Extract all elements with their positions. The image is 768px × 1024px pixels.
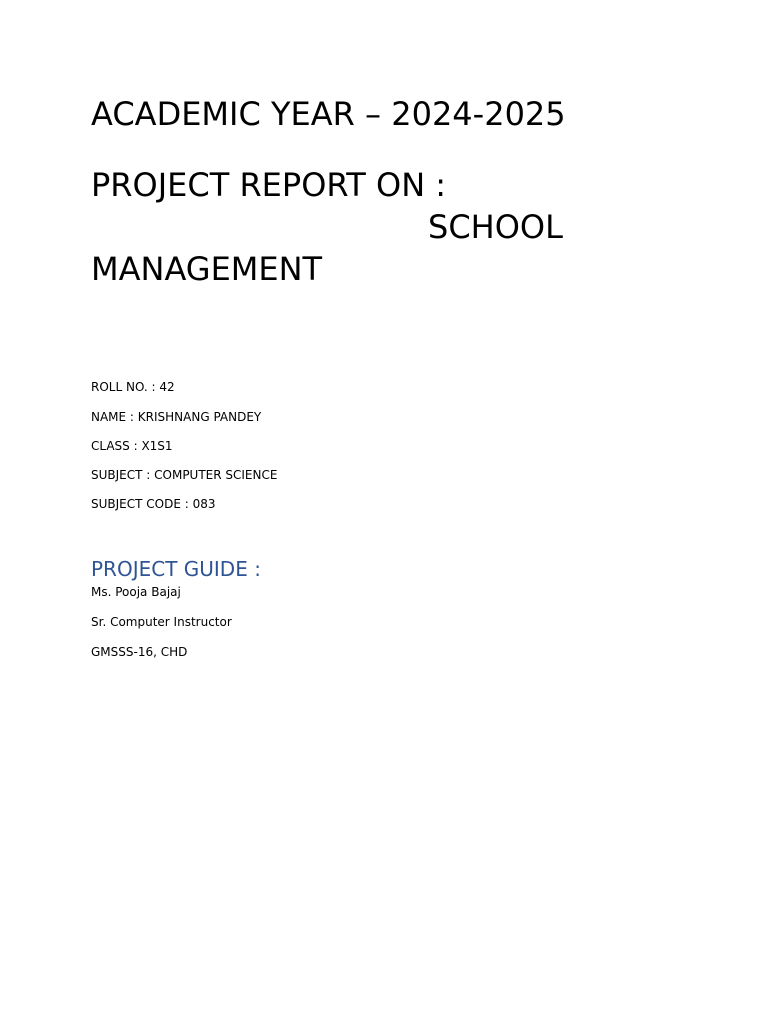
academic-year-heading: ACADEMIC YEAR – 2024-2025 bbox=[91, 95, 566, 133]
student-class: CLASS : X1S1 bbox=[91, 439, 173, 453]
roll-number: ROLL NO. : 42 bbox=[91, 380, 175, 394]
subject-code: SUBJECT CODE : 083 bbox=[91, 497, 216, 511]
guide-school: GMSSS-16, CHD bbox=[91, 645, 188, 659]
project-topic-line-2: MANAGEMENT bbox=[91, 250, 323, 288]
project-report-heading: PROJECT REPORT ON : bbox=[91, 166, 447, 204]
guide-designation: Sr. Computer Instructor bbox=[91, 615, 232, 629]
project-guide-heading: PROJECT GUIDE : bbox=[91, 557, 261, 581]
student-name: NAME : KRISHNANG PANDEY bbox=[91, 410, 262, 424]
subject: SUBJECT : COMPUTER SCIENCE bbox=[91, 468, 278, 482]
guide-name: Ms. Pooja Bajaj bbox=[91, 585, 181, 599]
project-topic-line-1: SCHOOL bbox=[428, 208, 563, 246]
